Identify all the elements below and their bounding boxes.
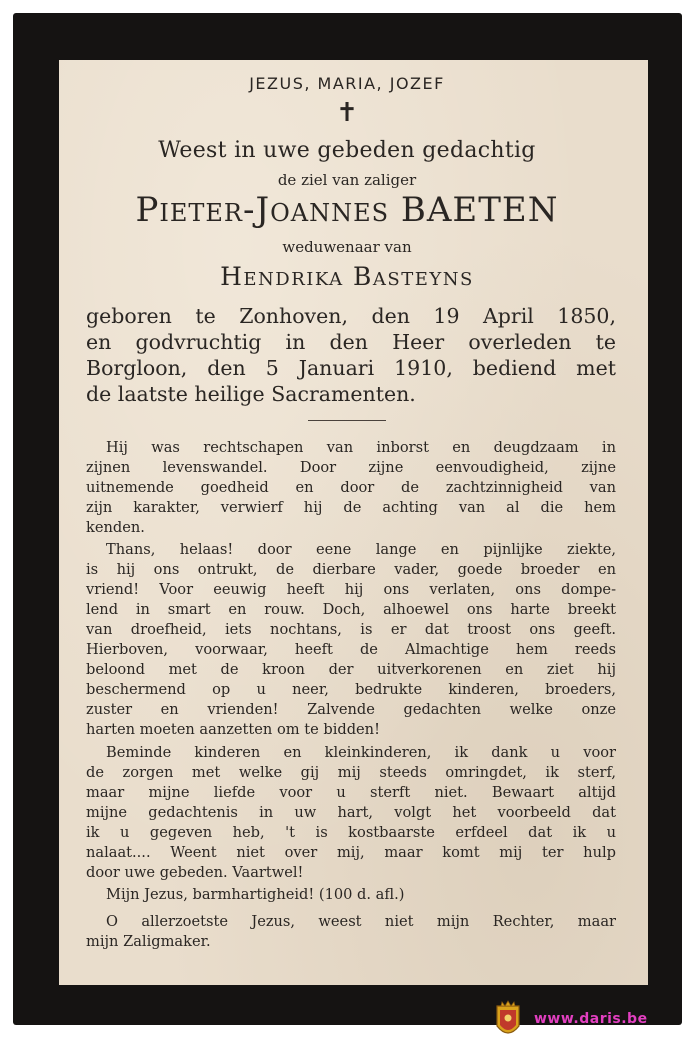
text-line: van droefheid, iets nochtans, is er dat troost ons geeft.: [86, 621, 616, 638]
text-line: Beminde kinderen en kleinkinderen, ik dank u voor: [106, 744, 616, 761]
spouse-name: Hendrika Basteyns: [220, 262, 474, 291]
paragraph-indulgence: [86, 885, 616, 905]
watermark-url[interactable]: www.daris.be: [534, 1011, 648, 1027]
text-line: Mijn Jezus, barmhartigheid! (100 d. afl.): [106, 886, 405, 903]
text-line: maar mijne liefde voor u sterft niet. Bewaart altijd: [86, 784, 616, 801]
text-line: Hierboven, voorwaar, heeft de Almachtige hem reeds: [86, 641, 616, 658]
text-line: beschermend op u neer, bedrukte kinderen, broeders,: [86, 681, 616, 698]
paragraph-character: [86, 438, 616, 538]
widower-line: weduwenaar van: [282, 238, 412, 256]
divider-rule: [308, 420, 386, 421]
text-line: zijnen levenswandel. Door zijne eenvoudigheid, zijne: [86, 459, 616, 476]
text-line: vriend! Voor eeuwig heeft hij ons verlaten, ons dompe-: [86, 581, 616, 598]
birth-line: en godvruchtig in den Heer overleden te: [86, 330, 616, 354]
text-line: uitnemende goedheid en door de zachtzinnigheid van: [86, 479, 616, 496]
text-line: harten moeten aanzetten om te bidden!: [86, 721, 380, 738]
paragraph-final-prayer: [86, 912, 616, 952]
paragraph-farewell: [86, 743, 616, 883]
text-line: O allerzoetste Jezus, weest niet mijn Rechter, maar: [106, 913, 616, 930]
text-line: Thans, helaas! door eene lange en pijnlijke ziekte,: [106, 541, 616, 558]
text-line: ik u gegeven heb, 't is kostbaarste erfdeel dat ik u: [86, 824, 616, 841]
text-line: mijn Zaligmaker.: [86, 933, 211, 950]
delcampe-crest-icon: [493, 998, 523, 1042]
birth-line: geboren te Zonhoven, den 19 April 1850,: [86, 304, 616, 328]
deceased-name: Pieter-Joannes BAETEN: [135, 190, 559, 230]
text-line: lend in smart en rouw. Doch, alhoewel ons harte breekt: [86, 601, 616, 618]
text-line: zuster en vrienden! Zalvende gedachten welke onze: [86, 701, 616, 718]
text-line: Hij was rechtschapen van inborst en deugdzaam in: [106, 439, 616, 456]
text-line: is hij ons ontrukt, de dierbare vader, goede broeder en: [86, 561, 616, 578]
birth-line: de laatste heilige Sacramenten.: [86, 382, 416, 406]
paragraph-loss: [86, 540, 616, 740]
birth-death-statement: [86, 303, 616, 407]
text-line: de zorgen met welke gij mij steeds omringdet, ik sterf,: [86, 764, 616, 781]
text-line: zijn karakter, verwierf hij de achting van al die hem: [86, 499, 616, 516]
text-line: nalaat.... Weent niet over mij, maar komt mij ter hulp: [86, 844, 616, 861]
birth-line: Borgloon, den 5 Januari 1910, bediend met: [86, 356, 616, 380]
text-line: door uwe gebeden. Vaartwel!: [86, 864, 304, 881]
text-line: kenden.: [86, 519, 145, 536]
text-line: mijne gedachtenis in uw hart, volgt het voorbeeld dat: [86, 804, 616, 821]
prayer-line: Weest in uwe gebeden gedachtig: [158, 138, 536, 163]
soul-line: de ziel van zaliger: [277, 171, 417, 189]
text-line: beloond met de kroon der uitverkorenen en ziet hij: [86, 661, 616, 678]
invocation: JEZUS, MARIA, JOZEF: [249, 74, 445, 93]
cross-icon: ✝: [336, 98, 358, 128]
